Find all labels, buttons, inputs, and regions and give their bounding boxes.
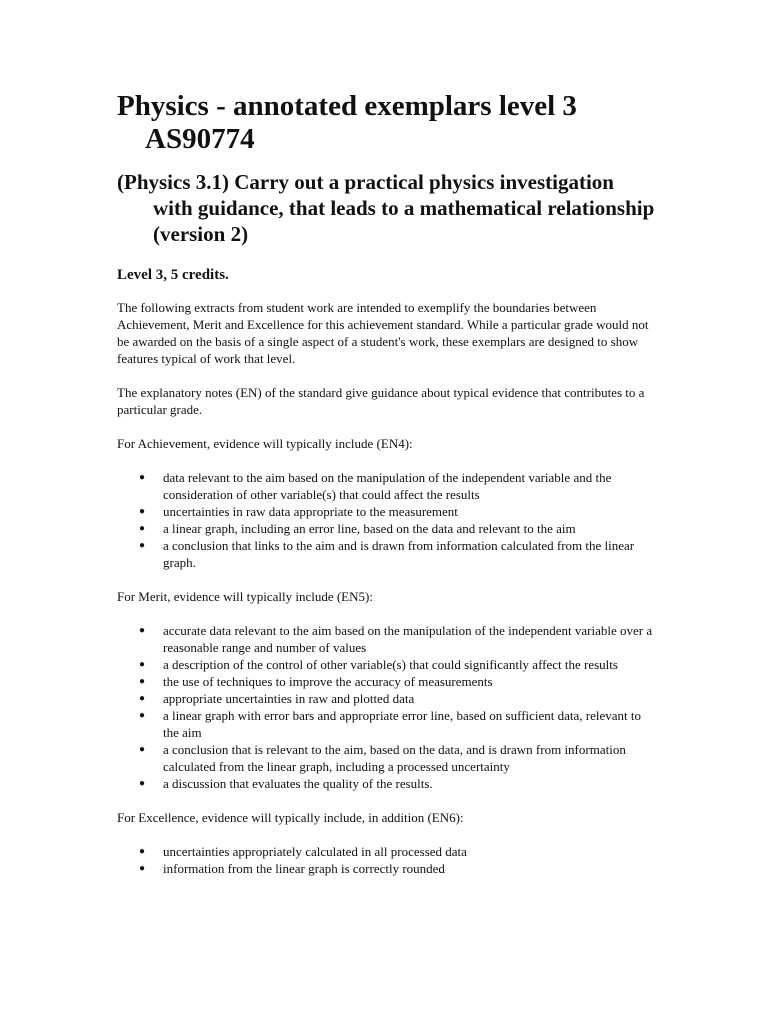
list-item: [117, 469, 657, 503]
document-title: Physics - annotated exemplars level 3 AS90774: [117, 90, 577, 155]
bullet-icon: ●: [139, 523, 146, 534]
list-item-text: a linear graph, including an error line, based on the data and relevant to the aim: [163, 521, 576, 536]
bullet-icon: ●: [139, 744, 146, 755]
explanatory-notes-paragraph: The explanatory notes (EN) of the standard give guidance about typical evidence that contributes to a particular grade.: [117, 385, 645, 417]
bullet-icon: ●: [139, 846, 146, 857]
bullet-icon: ●: [139, 625, 146, 636]
bullet-icon: ●: [139, 710, 146, 721]
document-content: [117, 90, 657, 894]
bullet-icon: ●: [139, 778, 146, 789]
list-item: [117, 741, 657, 775]
list-item: [117, 520, 657, 537]
list-item: [117, 656, 657, 673]
list-item: [117, 537, 657, 571]
list-item: [117, 690, 657, 707]
list-item-text: a discussion that evaluates the quality of the results.: [163, 776, 433, 791]
bullet-icon: ●: [139, 506, 146, 517]
list-item-text: a conclusion that is relevant to the aim, based on the data, and is drawn from information calculated from the linear graph, including a processed uncertainty: [163, 742, 626, 774]
list-item-text: accurate data relevant to the aim based on the manipulation of the independent variable over a reasonable range and number of values: [163, 623, 653, 655]
intro-paragraph: The following extracts from student work are intended to exemplify the boundaries between Achievement, Merit and Excellence for this achievement standard. While a particular grade would not be awarded on the basis of a single aspect of a student's work, these exemplars are designed to show features typical of work that level.: [117, 300, 649, 366]
merit-intro: For Merit, evidence will typically include (EN5):: [117, 589, 373, 604]
excellence-list: [117, 843, 657, 877]
merit-list: [117, 622, 657, 792]
list-item-text: a description of the control of other variable(s) that could significantly affect the results: [163, 657, 618, 672]
list-item: [117, 843, 657, 860]
bullet-icon: ●: [139, 693, 146, 704]
list-item-text: information from the linear graph is correctly rounded: [163, 861, 445, 876]
document-subtitle: (Physics 3.1) Carry out a practical physics investigation with guidance, that leads to a mathematical relationship (version 2): [117, 170, 655, 246]
bullet-icon: ●: [139, 540, 146, 551]
bullet-icon: ●: [139, 863, 146, 874]
excellence-intro: For Excellence, evidence will typically include, in addition (EN6):: [117, 810, 464, 825]
list-item: [117, 775, 657, 792]
list-item-text: the use of techniques to improve the accuracy of measurements: [163, 674, 493, 689]
level-credits-heading: Level 3, 5 credits.: [117, 267, 229, 283]
list-item: [117, 707, 657, 741]
bullet-icon: ●: [139, 659, 146, 670]
bullet-icon: ●: [139, 676, 146, 687]
bullet-icon: ●: [139, 472, 146, 483]
list-item: [117, 860, 657, 877]
achievement-list: [117, 469, 657, 571]
list-item-text: data relevant to the aim based on the manipulation of the independent variable and the consideration of other variable(s) that could affect the results: [163, 470, 612, 502]
list-item: [117, 503, 657, 520]
list-item-text: uncertainties in raw data appropriate to the measurement: [163, 504, 458, 519]
list-item-text: uncertainties appropriately calculated in all processed data: [163, 844, 467, 859]
list-item: [117, 622, 657, 656]
list-item: [117, 673, 657, 690]
list-item-text: a conclusion that links to the aim and is drawn from information calculated from the linear graph.: [163, 538, 635, 570]
achievement-intro: For Achievement, evidence will typically include (EN4):: [117, 436, 413, 451]
list-item-text: a linear graph with error bars and appropriate error line, based on sufficient data, relevant to the aim: [163, 708, 642, 740]
list-item-text: appropriate uncertainties in raw and plotted data: [163, 691, 415, 706]
